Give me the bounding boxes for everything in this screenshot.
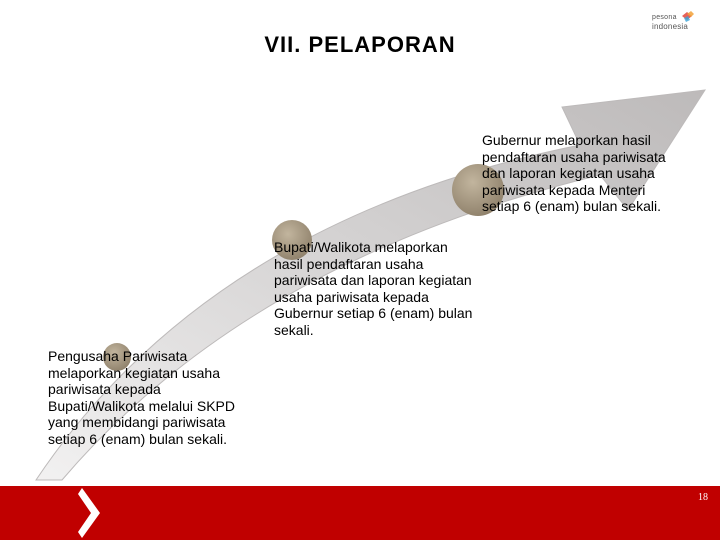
footer-bar [0, 486, 720, 540]
step-2-text: Bupati/Walikota melaporkan hasil pendaftaran usaha pariwisata dan laporan kegiatan usaha pariwisata kepada Gubernur setiap 6 (enam) bulan sekali. [274, 239, 473, 338]
slide-title: VII. PELAPORAN [264, 32, 456, 57]
step-3-text: Gubernur melaporkan hasil pendaftaran usaha pariwisata dan laporan kegiatan usaha pariwisata kepada Menteri setiap 6 (enam) bulan sekali. [482, 132, 666, 214]
page-number: 18 [698, 492, 708, 503]
step-1-text: Pengusaha Pariwisata melaporkan kegiatan usaha pariwisata kepada Bupati/Walikota melalui SKPD yang membidangi pariwisata setiap 6 (enam) bulan sekali. [48, 348, 236, 447]
chevron-right-icon [78, 486, 104, 540]
logo-text-bottom: indonesia [652, 22, 689, 31]
logo-text-top: pesona [652, 14, 677, 21]
